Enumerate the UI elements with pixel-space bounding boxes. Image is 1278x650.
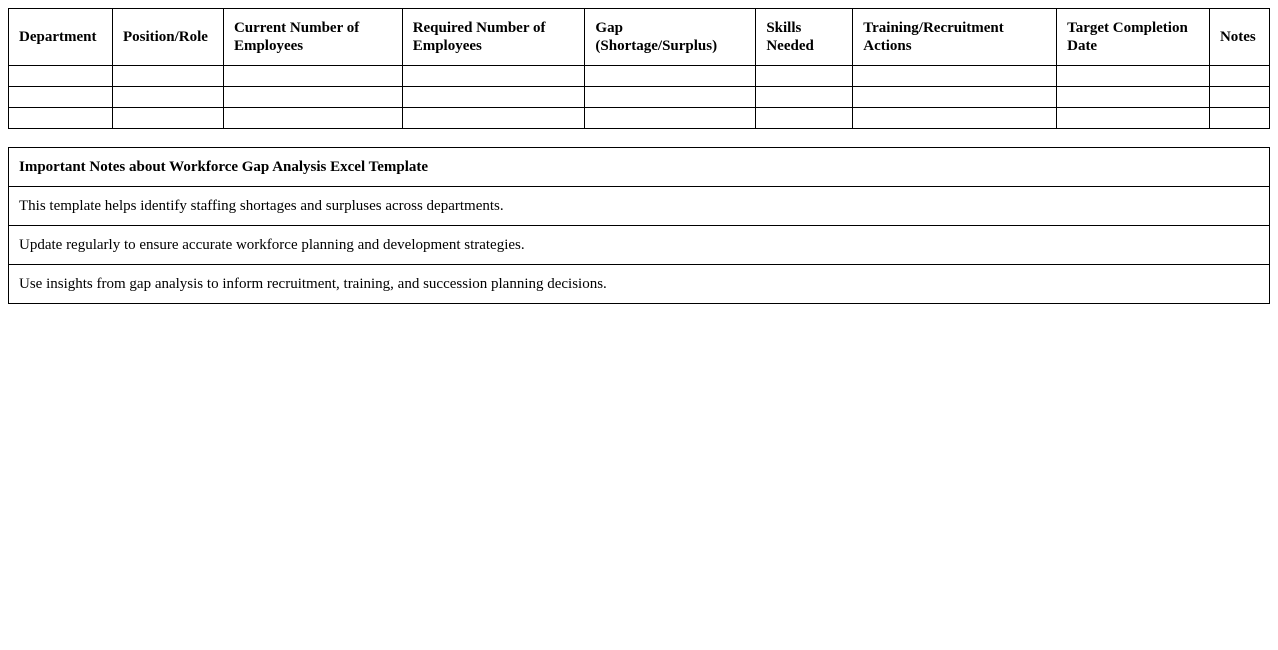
table-cell[interactable] bbox=[1209, 87, 1269, 108]
header-target-date: Target Completion Date bbox=[1057, 9, 1210, 66]
table-cell[interactable] bbox=[112, 87, 223, 108]
note-text: This template helps identify staffing shortages and surpluses across departments. bbox=[9, 187, 1270, 226]
table-cell[interactable] bbox=[402, 108, 585, 129]
note-text: Update regularly to ensure accurate workforce planning and development strategies. bbox=[9, 226, 1270, 265]
workforce-gap-table bbox=[8, 8, 1270, 129]
list-item bbox=[9, 265, 1270, 304]
header-position-role: Position/Role bbox=[112, 9, 223, 66]
table-cell[interactable] bbox=[853, 108, 1057, 129]
header-training-actions: Training/Recruitment Actions bbox=[853, 9, 1057, 66]
table-cell[interactable] bbox=[112, 108, 223, 129]
table-cell[interactable] bbox=[756, 87, 853, 108]
notes-title: Important Notes about Workforce Gap Analysis Excel Template bbox=[9, 148, 1270, 187]
list-item bbox=[9, 226, 1270, 265]
notes-title-row bbox=[9, 148, 1270, 187]
note-text: Use insights from gap analysis to inform recruitment, training, and succession planning decisions. bbox=[9, 265, 1270, 304]
table-cell[interactable] bbox=[1057, 108, 1210, 129]
table-cell[interactable] bbox=[9, 66, 113, 87]
table-cell[interactable] bbox=[1209, 108, 1269, 129]
header-current-employees: Current Number of Employees bbox=[223, 9, 402, 66]
table-cell[interactable] bbox=[1057, 66, 1210, 87]
important-notes-table bbox=[8, 147, 1270, 304]
table-cell[interactable] bbox=[402, 66, 585, 87]
list-item bbox=[9, 187, 1270, 226]
table-row bbox=[9, 66, 1270, 87]
table-cell[interactable] bbox=[756, 66, 853, 87]
table-cell[interactable] bbox=[853, 87, 1057, 108]
table-cell[interactable] bbox=[402, 87, 585, 108]
table-cell[interactable] bbox=[223, 87, 402, 108]
header-skills-needed: Skills Needed bbox=[756, 9, 853, 66]
table-cell[interactable] bbox=[1209, 66, 1269, 87]
table-cell[interactable] bbox=[223, 66, 402, 87]
table-cell[interactable] bbox=[585, 108, 756, 129]
table-header-row bbox=[9, 9, 1270, 66]
header-required-employees: Required Number of Employees bbox=[402, 9, 585, 66]
table-cell[interactable] bbox=[223, 108, 402, 129]
table-cell[interactable] bbox=[112, 66, 223, 87]
header-department: Department bbox=[9, 9, 113, 66]
table-cell[interactable] bbox=[1057, 87, 1210, 108]
table-cell[interactable] bbox=[585, 66, 756, 87]
table-row bbox=[9, 108, 1270, 129]
table-cell[interactable] bbox=[585, 87, 756, 108]
table-cell[interactable] bbox=[853, 66, 1057, 87]
header-gap: Gap (Shortage/Surplus) bbox=[585, 9, 756, 66]
table-cell[interactable] bbox=[9, 87, 113, 108]
table-cell[interactable] bbox=[756, 108, 853, 129]
table-cell[interactable] bbox=[9, 108, 113, 129]
table-row bbox=[9, 87, 1270, 108]
header-notes: Notes bbox=[1209, 9, 1269, 66]
